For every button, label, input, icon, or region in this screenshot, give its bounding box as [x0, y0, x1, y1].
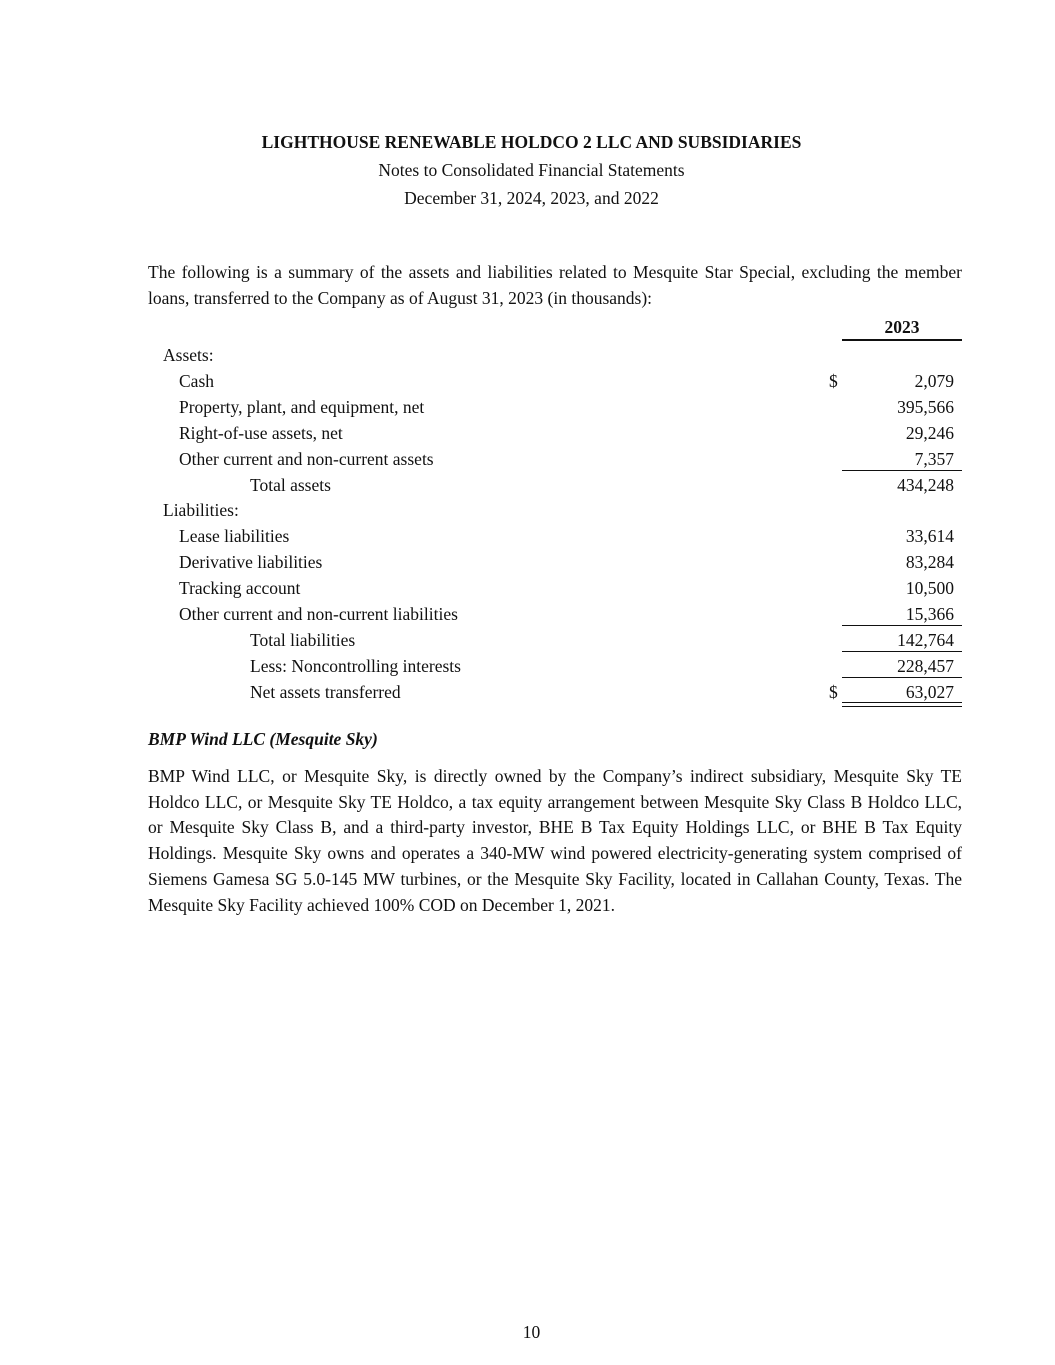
section-heading: BMP Wind LLC (Mesquite Sky) [148, 729, 378, 749]
row-label: Lease liabilities [179, 526, 290, 546]
row-label: Tracking account [179, 578, 301, 598]
row-value: 83,284 [905, 552, 954, 572]
row-value: 15,366 [905, 604, 954, 624]
row-label: Other current and non-current assets [179, 449, 434, 469]
total-double-rule [842, 702, 962, 707]
row-label: Liabilities: [163, 500, 239, 520]
row-label: Total liabilities [250, 630, 356, 650]
column-header-2023: 2023 [842, 317, 962, 341]
table-row [0, 526, 1055, 552]
row-label: Other current and non-current liabilities [179, 604, 458, 624]
table-row [0, 682, 1055, 708]
row-value: 228,457 [897, 656, 954, 676]
row-value: 29,246 [905, 423, 954, 443]
row-label: Derivative liabilities [179, 552, 323, 572]
table-row [0, 500, 1055, 526]
row-value: 434,248 [897, 475, 954, 495]
row-value: 142,764 [897, 630, 954, 650]
intro-paragraph: The following is a summary of the assets and liabilities related to Mesquite Star Special, excluding the member loans, transferred to the Company as of August 31, 2023 (in thousands): [148, 262, 962, 308]
company-title: LIGHTHOUSE RENEWABLE HOLDCO 2 LLC AND SUBSIDIARIES [261, 132, 802, 152]
dollar-sign: $ [829, 371, 838, 391]
row-value: 63,027 [905, 682, 954, 702]
row-label: Net assets transferred [250, 682, 401, 702]
table-row [0, 552, 1055, 578]
subtotal-rule [842, 625, 962, 626]
table-row [0, 423, 1055, 449]
row-value: 7,357 [914, 449, 954, 469]
subtotal-rule [842, 470, 962, 471]
row-value: 10,500 [905, 578, 954, 598]
dollar-sign: $ [829, 682, 838, 702]
row-label: Total assets [250, 475, 331, 495]
table-row [0, 578, 1055, 604]
section-paragraph: BMP Wind LLC, or Mesquite Sky, is directly owned by the Company’s indirect subsidiary, Mesquite Sky TE Holdco LLC, or Mesquite Sky TE Holdco, a tax equity arrangement between Mesquite Sky Class B Holdco LLC, or Mesquite Sky Class B, and a third-party investor, BHE B Tax Equity Holdings LLC, or BHE B Tax Equity Holdings. Mesquite Sky owns and operates a 340-MW wind powered electricity-generating system comprised of Siemens Gamesa SG 5.0-145 MW turbines, or the Mesquite Sky Facility, located in Callahan County, Texas. The Mesquite Sky Facility achieved 100% COD on December 1, 2021. [148, 766, 962, 915]
subtotal-rule [842, 677, 962, 678]
statement-dates: December 31, 2024, 2023, and 2022 [404, 188, 659, 208]
page-number: 10 [522, 1322, 541, 1342]
table-row [0, 630, 1055, 656]
row-label: Assets: [163, 345, 214, 365]
table-row [0, 475, 1055, 501]
table-row [0, 604, 1055, 630]
table-row [0, 397, 1055, 423]
row-label: Right-of-use assets, net [179, 423, 343, 443]
row-label: Cash [179, 371, 214, 391]
row-value: 2,079 [914, 371, 954, 391]
row-value: 33,614 [905, 526, 954, 546]
row-label: Property, plant, and equipment, net [179, 397, 425, 417]
statement-subtitle: Notes to Consolidated Financial Statements [378, 160, 685, 180]
row-value: 395,566 [897, 397, 954, 417]
row-label: Less: Noncontrolling interests [250, 656, 461, 676]
table-row [0, 656, 1055, 682]
table-row [0, 345, 1055, 371]
table-row [0, 371, 1055, 397]
table-row [0, 449, 1055, 475]
subtotal-rule [842, 651, 962, 652]
